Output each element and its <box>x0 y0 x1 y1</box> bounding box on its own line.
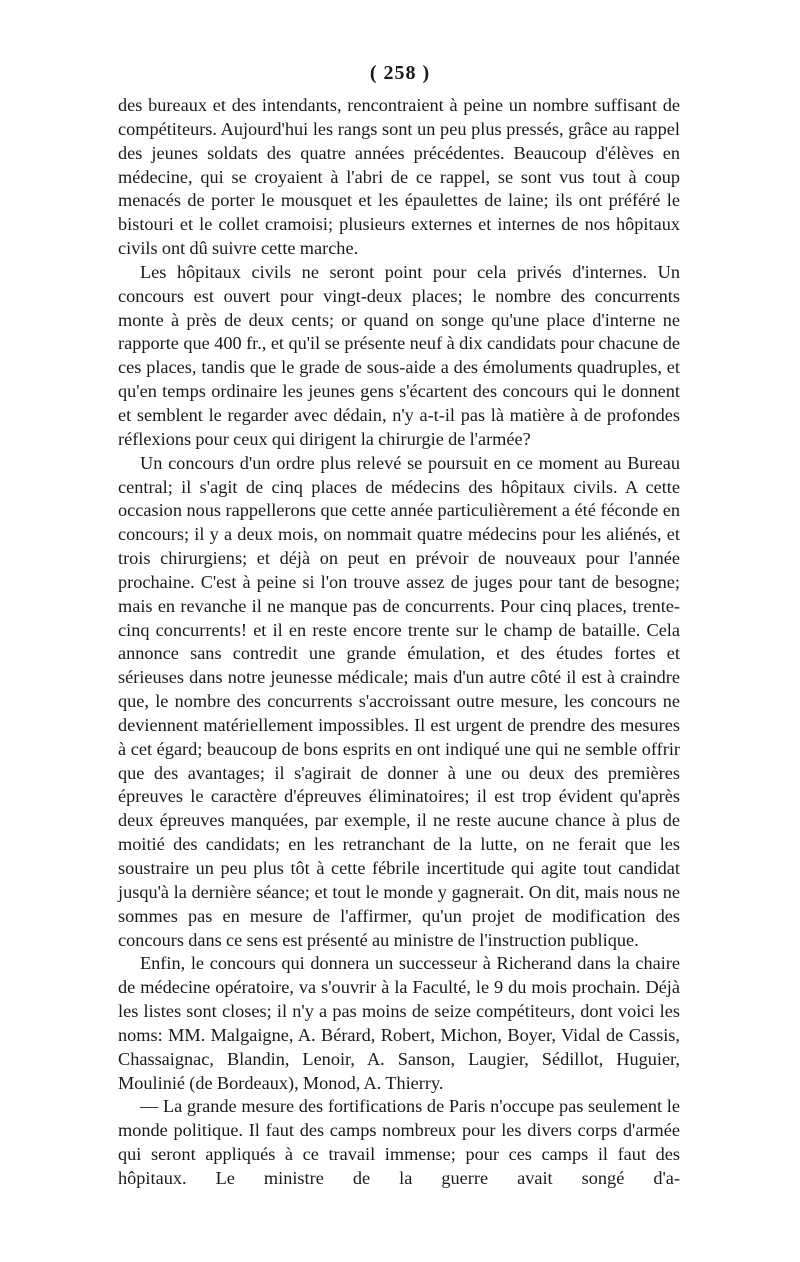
paragraph-2: Les hôpitaux civils ne seront point pour cela privés d'internes. Un concours est ouvert pour vingt-deux places; le nombre des concurrents monte à près de deux cents; or quand on songe qu'une place d'interne ne rapporte que 400 fr., et qu'il se présente neuf à dix candidats pour chacune de ces places, tandis que le grade de sous-aide a des émoluments quadruples, et qu'en temps ordinaire les jeunes gens s'écartent des concours qui le donnent et semblent le regarder avec dédain, n'y a-t-il pas là matière à de profondes réflexions pour ceux qui dirigent la chirurgie de l'armée? <box>118 261 680 449</box>
paragraph-3: Un concours d'un ordre plus relevé se poursuit en ce moment au Bureau central; il s'agit de cinq places de médecins des hôpitaux civils. A cette occasion nous rappellerons que cette année particulièrement a été féconde en concours; il y a deux mois, on nommait quatre médecins pour les aliénés, et trois chirurgiens; et déjà on peut en prévoir de nouveaux pour l'année prochaine. C'est à peine si l'on trouve assez de juges pour tant de besogne; mais en revanche il ne manque pas de concurrents. Pour cinq places, trente-cinq concurrents! et il en reste encore trente sur le champ de bataille. Cela annonce sans contredit une grande émulation, et des études fortes et sérieuses dans notre jeunesse médicale; mais d'un autre côté il est à craindre que, le nombre des concurrents s'accroissant outre mesure, les concours ne deviennent matériellement impossibles. Il est urgent de prendre des mesures à cet égard; beaucoup de bons esprits en ont indiqué une qui ne semble offrir que des avantages; il s'agirait de donner à une ou deux des premières épreuves le caractère d'épreuves éliminatoires; il est trop évident qu'après deux épreuves manquées, par exemple, il ne reste aucune chance à plus de moitié des candidats; en les retranchant de la lutte, on ne ferait que les soustraire un peu plus tôt à cette fébrile incertitude qui agite tout candidat jusqu'à la dernière séance; et tout le monde y gagnerait. On dit, mais nous ne sommes pas en mesure de l'affirmer, qu'un projet de modification des concours dans ce sens est présenté au ministre de l'instruction publique. <box>118 452 680 950</box>
paragraph-4: Enfin, le concours qui donnera un successeur à Richerand dans la chaire de médecine opératoire, va s'ouvrir à la Faculté, le 9 du mois prochain. Déjà les listes sont closes; il n'y a pas moins de seize compétiteurs, dont voici les noms: MM. Malgaigne, A. Bérard, Robert, Michon, Boyer, Vidal de Cassis, Chassaignac, Blandin, Lenoir, A. Sanson, Laugier, Sédillot, Huguier, Moulinié (de Bordeaux), Monod, A. Thierry. <box>118 953 680 1093</box>
page-number: ( 258 ) <box>369 62 431 84</box>
paragraph-1: des bureaux et des intendants, rencontraient à peine un nombre suffisant de compétiteurs. Aujourd'hui les rangs sont un peu plus pressés, grâce au rappel des jeunes soldats des quatre années précédentes. Beaucoup d'élèves en médecine, qui se croyaient à l'abri de ce rappel, se sont vus tout à coup menacés de porter le mousquet et les épaulettes de laine; ils ont préféré le bistouri et le collet cramoisi; plusieurs externes et internes de nos hôpitaux civils ont dû suivre cette marche. <box>118 95 680 259</box>
paragraph-5: — La grande mesure des fortifications de Paris n'occupe pas seulement le monde politique. Il faut des camps nombreux pour les divers corps d'armée qui seront appliqués à ce travail immense; pour ces camps il faut des hôpitaux. Le ministre de la guerre avait songé d'a- <box>118 1096 680 1188</box>
body-text <box>118 94 680 1191</box>
